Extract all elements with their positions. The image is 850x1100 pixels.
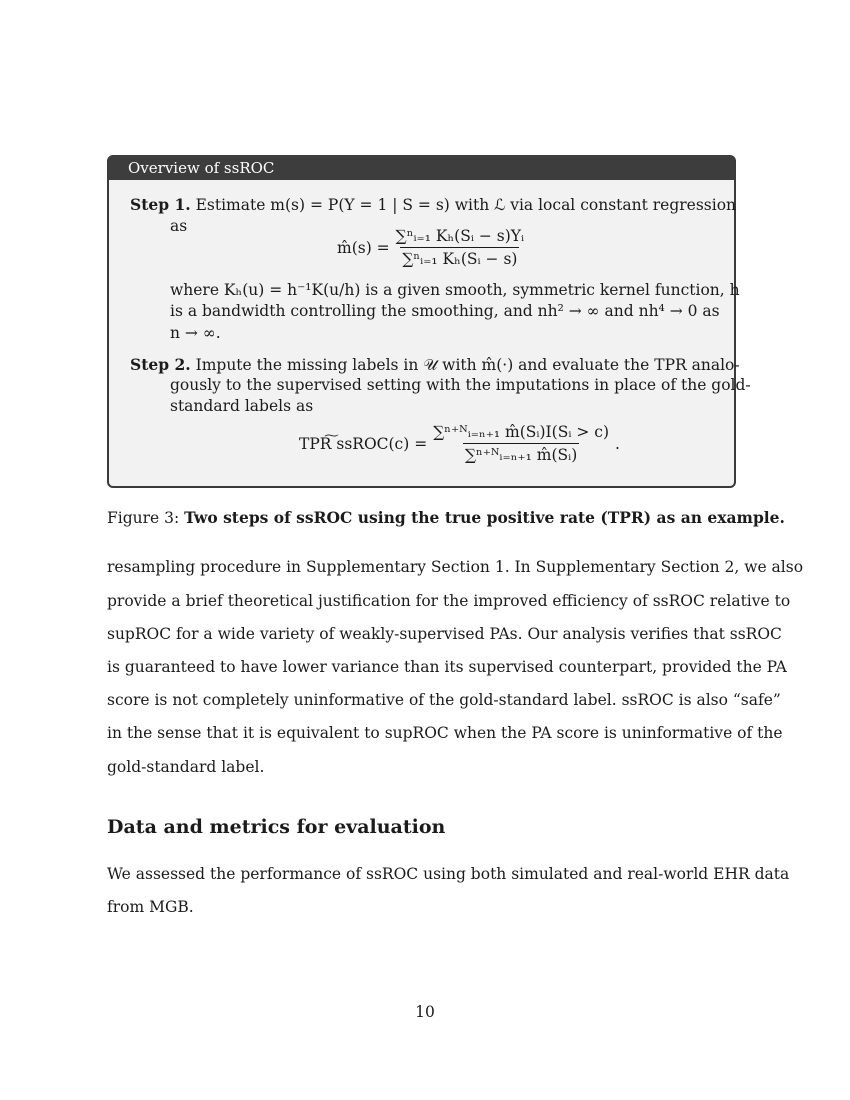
step1-line4: is a bandwidth controlling the smoothing, and nh² → ∞ and nh⁴ → 0 as — [170, 302, 720, 320]
figure-caption — [107, 508, 785, 527]
step2-formula — [299, 423, 620, 464]
formula-lhs: m̂(s) = — [337, 238, 390, 257]
box-title: Overview of ssROC — [108, 156, 735, 180]
formula2-numerator: ∑ⁿ⁺ᴺᵢ₌ₙ₊₁ m̂(Sᵢ)I(Sᵢ > c) — [433, 423, 610, 441]
paragraph1-line: is guaranteed to have lower variance than its supervised counterpart, provided the PA — [107, 658, 787, 676]
step1-formula — [337, 227, 530, 268]
step2-line2: gously to the supervised setting with the imputations in place of the gold- — [170, 376, 751, 394]
step1-text1: Estimate m(s) = P(Y = 1 | S = s) with ℒ via local constant regression — [195, 196, 737, 214]
paragraph1-line: gold-standard label. — [107, 758, 265, 776]
step1-line5: n → ∞. — [170, 324, 221, 342]
paragraph1-line: in the sense that it is equivalent to supROC when the PA score is uninformative of the — [107, 724, 783, 742]
step1-line3: where Kₕ(u) = h⁻¹K(u/h) is a given smooth, symmetric kernel function, h — [170, 281, 740, 299]
step2-line1 — [130, 355, 740, 375]
paragraph1-line: resampling procedure in Supplementary Section 1. In Supplementary Section 2, we also — [107, 558, 804, 576]
step2-label: Step 2. — [130, 355, 191, 374]
step1-label: Step 1. — [130, 195, 191, 214]
paragraph1-line: provide a brief theoretical justification for the improved efficiency of ssROC relative to — [107, 592, 791, 610]
page-number: 10 — [415, 1003, 435, 1021]
formula2-denominator: ∑ⁿ⁺ᴺᵢ₌ₙ₊₁ m̂(Sᵢ) — [463, 443, 579, 464]
step2-text1: Impute the missing labels in 𝒰 with m̂(·) and evaluate the TPR analo- — [195, 356, 740, 374]
section-heading: Data and metrics for evaluation — [107, 816, 446, 838]
paragraph2-line: We assessed the performance of ssROC using both simulated and real-world EHR data — [107, 865, 790, 883]
algorithm-box — [107, 155, 751, 488]
step2-line3: standard labels as — [170, 397, 314, 415]
formula2-lhs: TPR͠ ssROC(c) = — [299, 434, 428, 453]
step1-line1 — [130, 195, 737, 214]
paragraph1-line: score is not completely uninformative of the gold-standard label. ssROC is also “safe” — [107, 691, 781, 709]
paragraph1-line: supROC for a wide variety of weakly-supervised PAs. Our analysis verifies that ssROC — [107, 625, 782, 643]
formula2-period: . — [615, 434, 620, 453]
formula-denominator: ∑ⁿᵢ₌₁ Kₕ(Sᵢ − s) — [400, 247, 519, 268]
caption-label: Figure 3: — [107, 509, 180, 527]
formula-numerator: ∑ⁿᵢ₌₁ Kₕ(Sᵢ − s)Yᵢ — [395, 227, 525, 245]
paragraph2-line: from MGB. — [107, 898, 194, 916]
step1-line2: as — [170, 217, 188, 235]
caption-text: Two steps of ssROC using the true positive rate (TPR) as an example. — [184, 508, 785, 527]
